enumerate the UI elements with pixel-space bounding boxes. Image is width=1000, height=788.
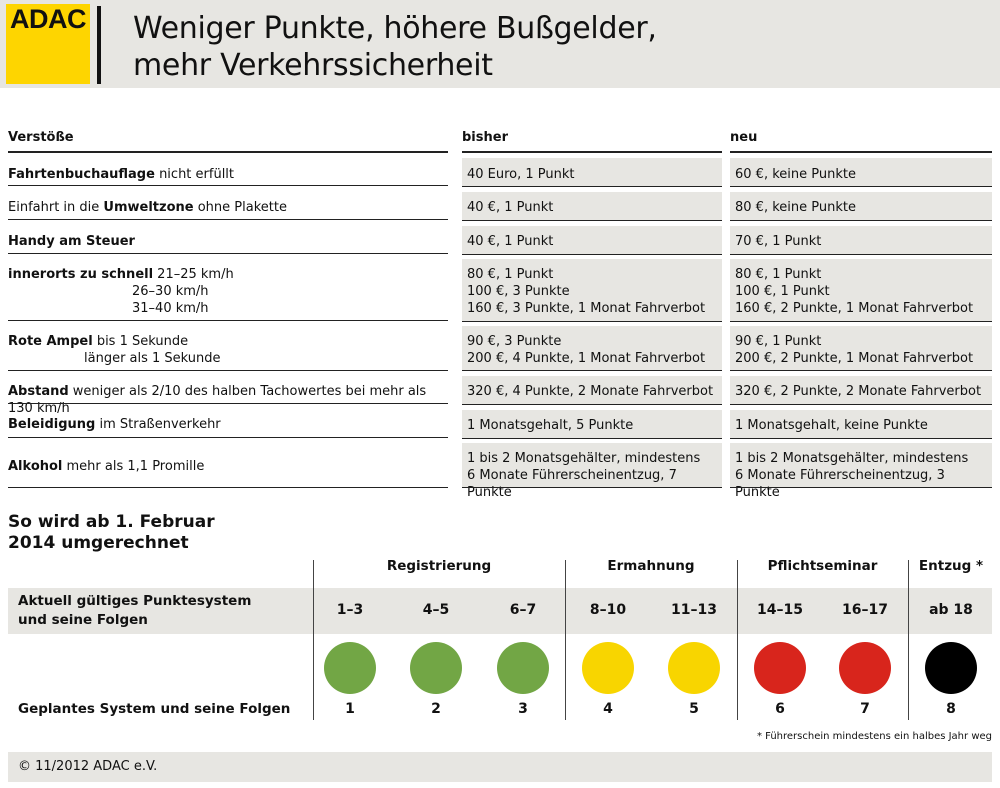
category-registrierung: Registrierung bbox=[386, 558, 492, 574]
old-line: 100 €, 3 Punkte bbox=[467, 284, 570, 299]
label-bold: Beleidigung bbox=[8, 417, 96, 432]
header-verstoesse: Verstöße bbox=[8, 130, 74, 145]
status-dot-green bbox=[324, 642, 376, 694]
divider bbox=[730, 254, 992, 255]
new-line: 100 €, 1 Punkt bbox=[735, 284, 830, 299]
old-value: 320 €, 4 Punkte, 2 Monate Fahrverbot bbox=[462, 376, 722, 404]
label-bold: Umweltzone bbox=[103, 200, 194, 215]
label-rest: mehr als 1,1 Promille bbox=[62, 459, 205, 474]
old-value: 40 €, 1 Punkt bbox=[462, 192, 722, 220]
title-line-1: Weniger Punkte, höhere Bußgelder, bbox=[133, 11, 657, 46]
divider bbox=[8, 320, 448, 321]
divider bbox=[8, 151, 448, 153]
new-line: 6 Monate Führerscheinentzug, 3 Punkte bbox=[735, 468, 945, 500]
new-value: 60 €, keine Punkte bbox=[730, 158, 992, 186]
divider bbox=[8, 219, 448, 220]
row-label bbox=[8, 166, 448, 183]
header-neu: neu bbox=[730, 130, 758, 145]
new-points: 7 bbox=[860, 701, 870, 717]
old-line: 1 bis 2 Monatsgehälter, mindestens bbox=[467, 451, 701, 466]
label-line-2: länger als 1 Sekunde bbox=[84, 351, 221, 366]
divider bbox=[462, 370, 722, 371]
column-divider bbox=[565, 560, 566, 720]
divider bbox=[8, 370, 448, 371]
category-pflichtseminar: Pflichtseminar bbox=[767, 558, 878, 574]
footnote: * Führerschein mindestens ein halbes Jahr weg bbox=[756, 731, 992, 742]
new-points: 3 bbox=[518, 701, 528, 717]
new-points: 1 bbox=[345, 701, 355, 717]
divider bbox=[462, 220, 722, 221]
divider bbox=[730, 220, 992, 221]
row-label bbox=[8, 333, 448, 367]
old-value: 40 Euro, 1 Punkt bbox=[462, 158, 722, 186]
new-points: 6 bbox=[775, 701, 785, 717]
new-value: 80 €, keine Punkte bbox=[730, 192, 992, 220]
current-system-label-line-1: Aktuell gültiges Punktesystem bbox=[18, 593, 252, 609]
divider bbox=[730, 321, 992, 322]
divider bbox=[462, 151, 722, 153]
label-rest: 21–25 km/h bbox=[153, 267, 234, 282]
page-title bbox=[133, 10, 993, 84]
new-line: 160 €, 2 Punkte, 1 Monat Fahrverbot bbox=[735, 301, 974, 316]
new-line: 1 bis 2 Monatsgehälter, mindestens bbox=[735, 451, 969, 466]
column-divider bbox=[313, 560, 314, 720]
label-rest: ohne Plakette bbox=[193, 200, 287, 215]
title-line-2: mehr Verkehrssicherheit bbox=[133, 48, 493, 83]
old-value bbox=[462, 326, 722, 370]
new-points: 4 bbox=[603, 701, 613, 717]
divider bbox=[462, 254, 722, 255]
column-divider bbox=[908, 560, 909, 720]
label-pre: Einfahrt in die bbox=[8, 200, 104, 215]
label-rest: bis 1 Sekunde bbox=[92, 334, 189, 349]
new-value bbox=[730, 326, 992, 370]
old-value bbox=[462, 259, 722, 321]
logo-text: ADAC bbox=[10, 4, 86, 34]
points-range: 4–5 bbox=[422, 602, 450, 618]
old-value: 1 Monatsgehalt, 5 Punkte bbox=[462, 410, 722, 438]
current-system-label-line-2: und seine Folgen bbox=[18, 612, 148, 628]
divider bbox=[730, 151, 992, 153]
status-dot-yellow bbox=[582, 642, 634, 694]
label-rest: weniger als 2/10 des halben Tachowertes bei mehr als 130 km/h bbox=[8, 384, 427, 416]
points-range: ab 18 bbox=[929, 602, 973, 618]
section-title-line-2: 2014 umgerechnet bbox=[8, 533, 189, 553]
divider bbox=[462, 438, 722, 439]
new-points: 2 bbox=[431, 701, 441, 717]
new-line: 80 €, 1 Punkt bbox=[735, 267, 822, 282]
points-range: 14–15 bbox=[757, 602, 803, 618]
old-line: 80 €, 1 Punkt bbox=[467, 267, 554, 282]
old-value: 40 €, 1 Punkt bbox=[462, 226, 722, 254]
label-line-3: 31–40 km/h bbox=[132, 301, 209, 316]
divider bbox=[730, 186, 992, 187]
current-system-label bbox=[18, 592, 251, 630]
status-dot-red bbox=[839, 642, 891, 694]
row-label bbox=[8, 458, 448, 475]
divider bbox=[462, 404, 722, 405]
new-points: 5 bbox=[689, 701, 699, 717]
points-range: 16–17 bbox=[842, 602, 888, 618]
section-title bbox=[8, 512, 268, 554]
divider bbox=[730, 487, 992, 488]
divider bbox=[462, 186, 722, 187]
divider bbox=[730, 404, 992, 405]
row-label bbox=[8, 383, 448, 417]
column-divider bbox=[737, 560, 738, 720]
label-bold: Alkohol bbox=[8, 459, 63, 474]
row-label bbox=[8, 233, 448, 250]
status-dot-green bbox=[410, 642, 462, 694]
divider bbox=[8, 437, 448, 438]
label-rest: nicht erfüllt bbox=[154, 167, 235, 182]
category-entzug: Entzug * bbox=[918, 558, 984, 574]
new-value: 70 €, 1 Punkt bbox=[730, 226, 992, 254]
header-divider bbox=[97, 6, 101, 84]
points-range: 11–13 bbox=[671, 602, 717, 618]
label-bold: Fahrtenbuchauflage bbox=[8, 167, 155, 182]
new-value: 1 Monatsgehalt, keine Punkte bbox=[730, 410, 992, 438]
label-bold: innerorts zu schnell bbox=[8, 267, 154, 282]
status-dot-green bbox=[497, 642, 549, 694]
old-line: 160 €, 3 Punkte, 1 Monat Fahrverbot bbox=[467, 301, 706, 316]
copyright: © 11/2012 ADAC e.V. bbox=[18, 759, 158, 774]
divider bbox=[730, 370, 992, 371]
new-points: 8 bbox=[946, 701, 956, 717]
old-line: 90 €, 3 Punkte bbox=[467, 334, 562, 349]
planned-system-label: Geplantes System und seine Folgen bbox=[18, 701, 291, 717]
divider bbox=[462, 487, 722, 488]
status-dot-black bbox=[925, 642, 977, 694]
new-line: 90 €, 1 Punkt bbox=[735, 334, 822, 349]
row-label bbox=[8, 416, 448, 433]
status-dot-red bbox=[754, 642, 806, 694]
row-label bbox=[8, 266, 448, 317]
category-ermahnung: Ermahnung bbox=[607, 558, 695, 574]
new-line: 200 €, 2 Punkte, 1 Monat Fahrverbot bbox=[735, 351, 974, 366]
header-bisher: bisher bbox=[462, 130, 508, 145]
points-range: 1–3 bbox=[336, 602, 364, 618]
row-label bbox=[8, 199, 448, 216]
points-range: 8–10 bbox=[589, 602, 627, 618]
label-bold: Abstand bbox=[8, 384, 69, 399]
points-range: 6–7 bbox=[509, 602, 537, 618]
label-bold: Rote Ampel bbox=[8, 334, 93, 349]
label-bold: Handy am Steuer bbox=[8, 234, 135, 249]
new-value bbox=[730, 443, 992, 500]
old-line: 6 Monate Führerscheinentzug, 7 Punkte bbox=[467, 468, 677, 500]
new-value bbox=[730, 259, 992, 321]
status-dot-yellow bbox=[668, 642, 720, 694]
divider bbox=[8, 403, 448, 404]
divider bbox=[462, 321, 722, 322]
new-value: 320 €, 2 Punkte, 2 Monate Fahrverbot bbox=[730, 376, 992, 404]
section-title-line-1: So wird ab 1. Februar bbox=[8, 512, 215, 532]
divider bbox=[8, 487, 448, 488]
divider bbox=[8, 253, 448, 254]
old-value bbox=[462, 443, 722, 500]
divider bbox=[730, 438, 992, 439]
divider bbox=[8, 185, 448, 186]
old-line: 200 €, 4 Punkte, 1 Monat Fahrverbot bbox=[467, 351, 706, 366]
label-line-2: 26–30 km/h bbox=[132, 284, 209, 299]
label-rest: im Straßenverkehr bbox=[95, 417, 221, 432]
